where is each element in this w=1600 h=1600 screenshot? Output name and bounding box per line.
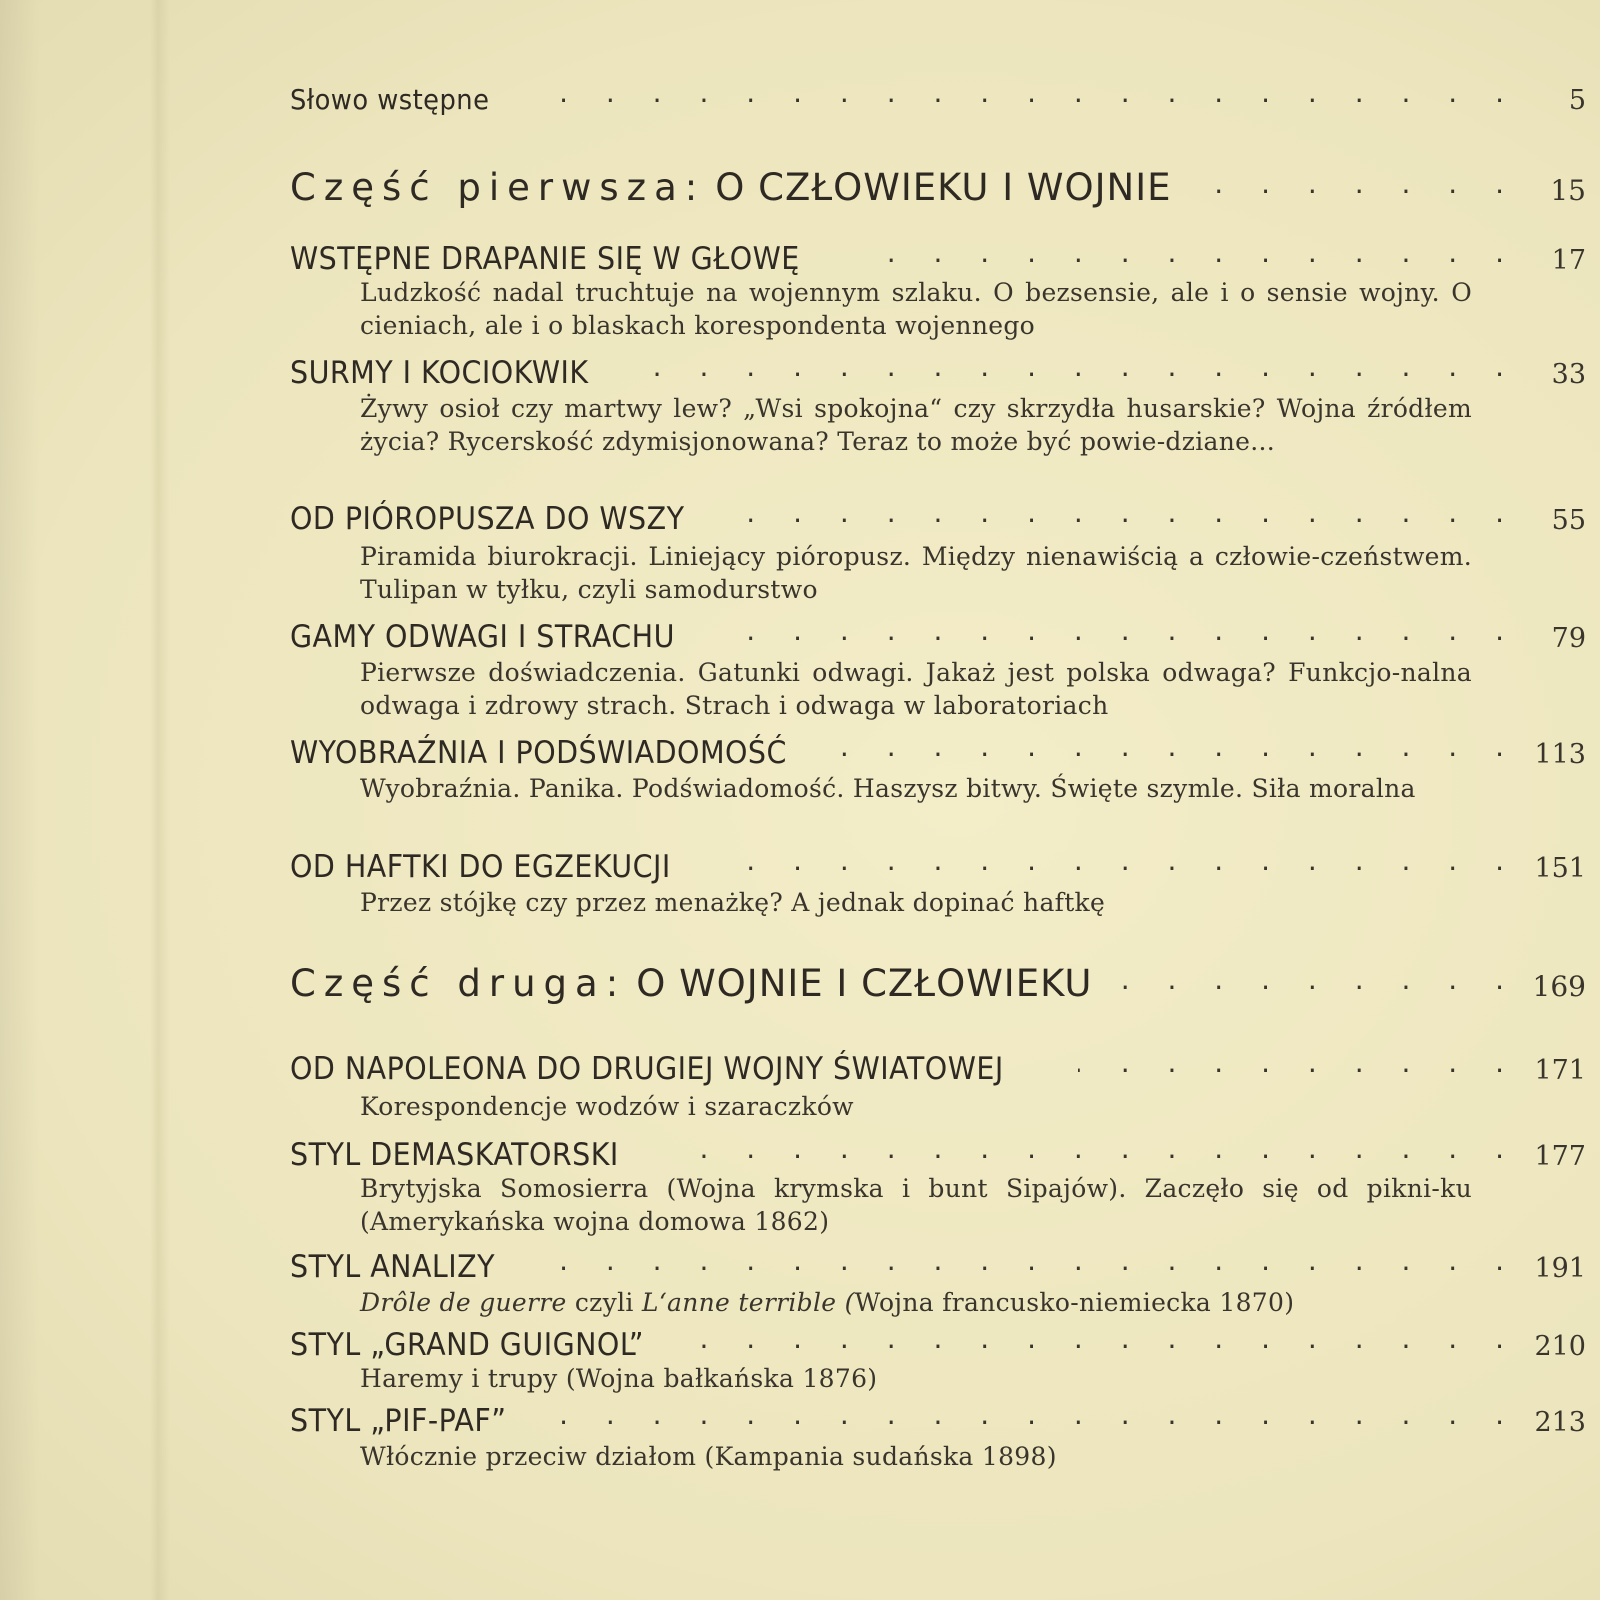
toc-entry-description: Pierwsze doświadczenia. Gatunki odwagi. Jakaż jest polska odwaga? Funkcjo-nalna odwaga i zdrowy strach. Strach i odwaga w laboratoriach [360,658,1472,720]
dot-leader [1104,963,1504,996]
toc-entry [290,844,1586,885]
toc-entry-description: Przez stójkę czy przez menażkę? A jednak dopinać haftkę [360,888,1106,917]
toc-entry-description: Piramida biurokracji. Liniejący pióropusz. Między nienawiścią a człowie-czeństwem. Tulipan w tyłku, czyli samodurstwo [360,542,1472,604]
toc-entry-title: OD NAPOLEONA DO DRUGIEJ WOJNY ŚWIATOWEJ [290,1051,1004,1087]
toc-entry-title: SURMY I KOCIOKWIK [290,355,589,391]
page-number: 210 [1534,1331,1586,1362]
toc-entry-title: STYL „GRAND GUIGNOL” [290,1327,644,1363]
toc-entry [290,1398,1586,1439]
page-number: 191 [1534,1253,1586,1284]
page-number: 5 [1568,85,1586,116]
toc-entry-title: STYL DEMASKATORSKI [290,1137,619,1173]
toc-entry-title: OD HAFTKI DO EGZEKUCJI [290,849,671,885]
dot-leader [687,1322,1504,1355]
page-number: 177 [1534,1141,1586,1172]
toc-entry [290,236,1586,277]
page-number: 33 [1551,359,1586,390]
toc-entry-title: Słowo wstępne [290,83,490,116]
toc-entry-description: Ludzkość nadal truchtuje na wojennym szlaku. O bezsensie, ale i o sensie wojny. O cieniach, ale i o blaskach korespondenta wojennego [360,278,1472,340]
dot-leader [842,730,1504,763]
toc-entry-description: Brytyjska Somosierra (Wojna krymska i bunt Sipajów). Zaczęło się od pikni-ku (Amerykańska wojna domowa 1862) [360,1174,1472,1236]
page-number: 113 [1534,739,1586,770]
part-heading-2 [290,962,1586,1005]
toc-entry-title: GAMY ODWAGI I STRACHU [290,619,675,655]
toc-entry [290,496,1586,537]
page-number: 15 [1550,174,1586,207]
toc-entry-title: STYL ANALIZY [290,1249,496,1285]
toc-entry-description: Korespondencje wodzów i szaraczków [360,1092,854,1121]
toc-entry-description: Włócznie przeciw działom (Kampania sudańska 1898) [360,1442,1057,1471]
desc-italic: L‘anne terrible ( [641,1288,855,1317]
page-number: 171 [1534,1055,1586,1086]
toc-entry [290,1322,1586,1363]
page-number: 169 [1532,970,1586,1003]
toc-entry-description [360,1286,1472,1319]
dot-leader [720,614,1504,647]
dot-leader [537,1398,1504,1431]
toc-entry [290,1244,1586,1285]
desc-italic: Drôle de guerre [360,1288,567,1317]
toc-entry-description: Wyobraźnia. Panika. Podświadomość. Haszysz bitwy. Święte szymle. Siła moralna [360,774,1416,803]
part-label: Część druga: [290,962,627,1005]
toc-entry [290,730,1586,771]
toc-entry-intro [290,76,1586,116]
toc-entry-title: STYL „PIF-PAF” [290,1403,507,1439]
toc-entry-description: Haremy i trupy (Wojna bałkańska 1876) [360,1364,878,1393]
desc-text: Wojna francusko-niemiecka 1870) [854,1288,1295,1317]
dot-leader [716,844,1504,877]
toc-entry [290,1132,1586,1173]
part-title: O WOJNIE I CZŁOWIEKU [636,962,1093,1005]
toc-entry-title: WSTĘPNE DRAPANIE SIĘ W GŁOWĘ [290,241,800,277]
part-label: Część pierwsza: [290,166,706,209]
page-number: 151 [1534,853,1586,884]
toc-entry-title: OD PIÓROPUSZA DO WSZY [290,501,685,537]
dot-leader [659,1132,1504,1165]
page-number: 17 [1551,245,1586,276]
dot-leader [1183,167,1504,200]
toc-entry-title: WYOBRAŹNIA I PODŚWIADOMOŚĆ [290,735,787,771]
part-title: O CZŁOWIEKU I WOJNIE [715,166,1172,209]
dot-leader [1078,1046,1504,1079]
dot-leader [627,350,1504,383]
page-number: 55 [1551,505,1586,536]
toc-entry [290,1046,1586,1087]
dot-leader [856,236,1504,269]
toc-entry [290,614,1586,655]
page-number: 213 [1534,1407,1586,1438]
desc-text: czyli [566,1288,642,1317]
dot-leader [731,496,1504,529]
page-number: 79 [1551,623,1586,654]
part-heading-1 [290,166,1586,209]
dot-leader [525,1244,1504,1277]
dot-leader [519,76,1504,109]
toc-entry-description: Żywy osioł czy martwy lew? „Wsi spokojna“ czy skrzydła husarskie? Wojna źródłem życia? Rycerskość zdymisjonowana? Teraz to może być powie-dziane... [360,394,1472,456]
toc-entry [290,350,1586,391]
